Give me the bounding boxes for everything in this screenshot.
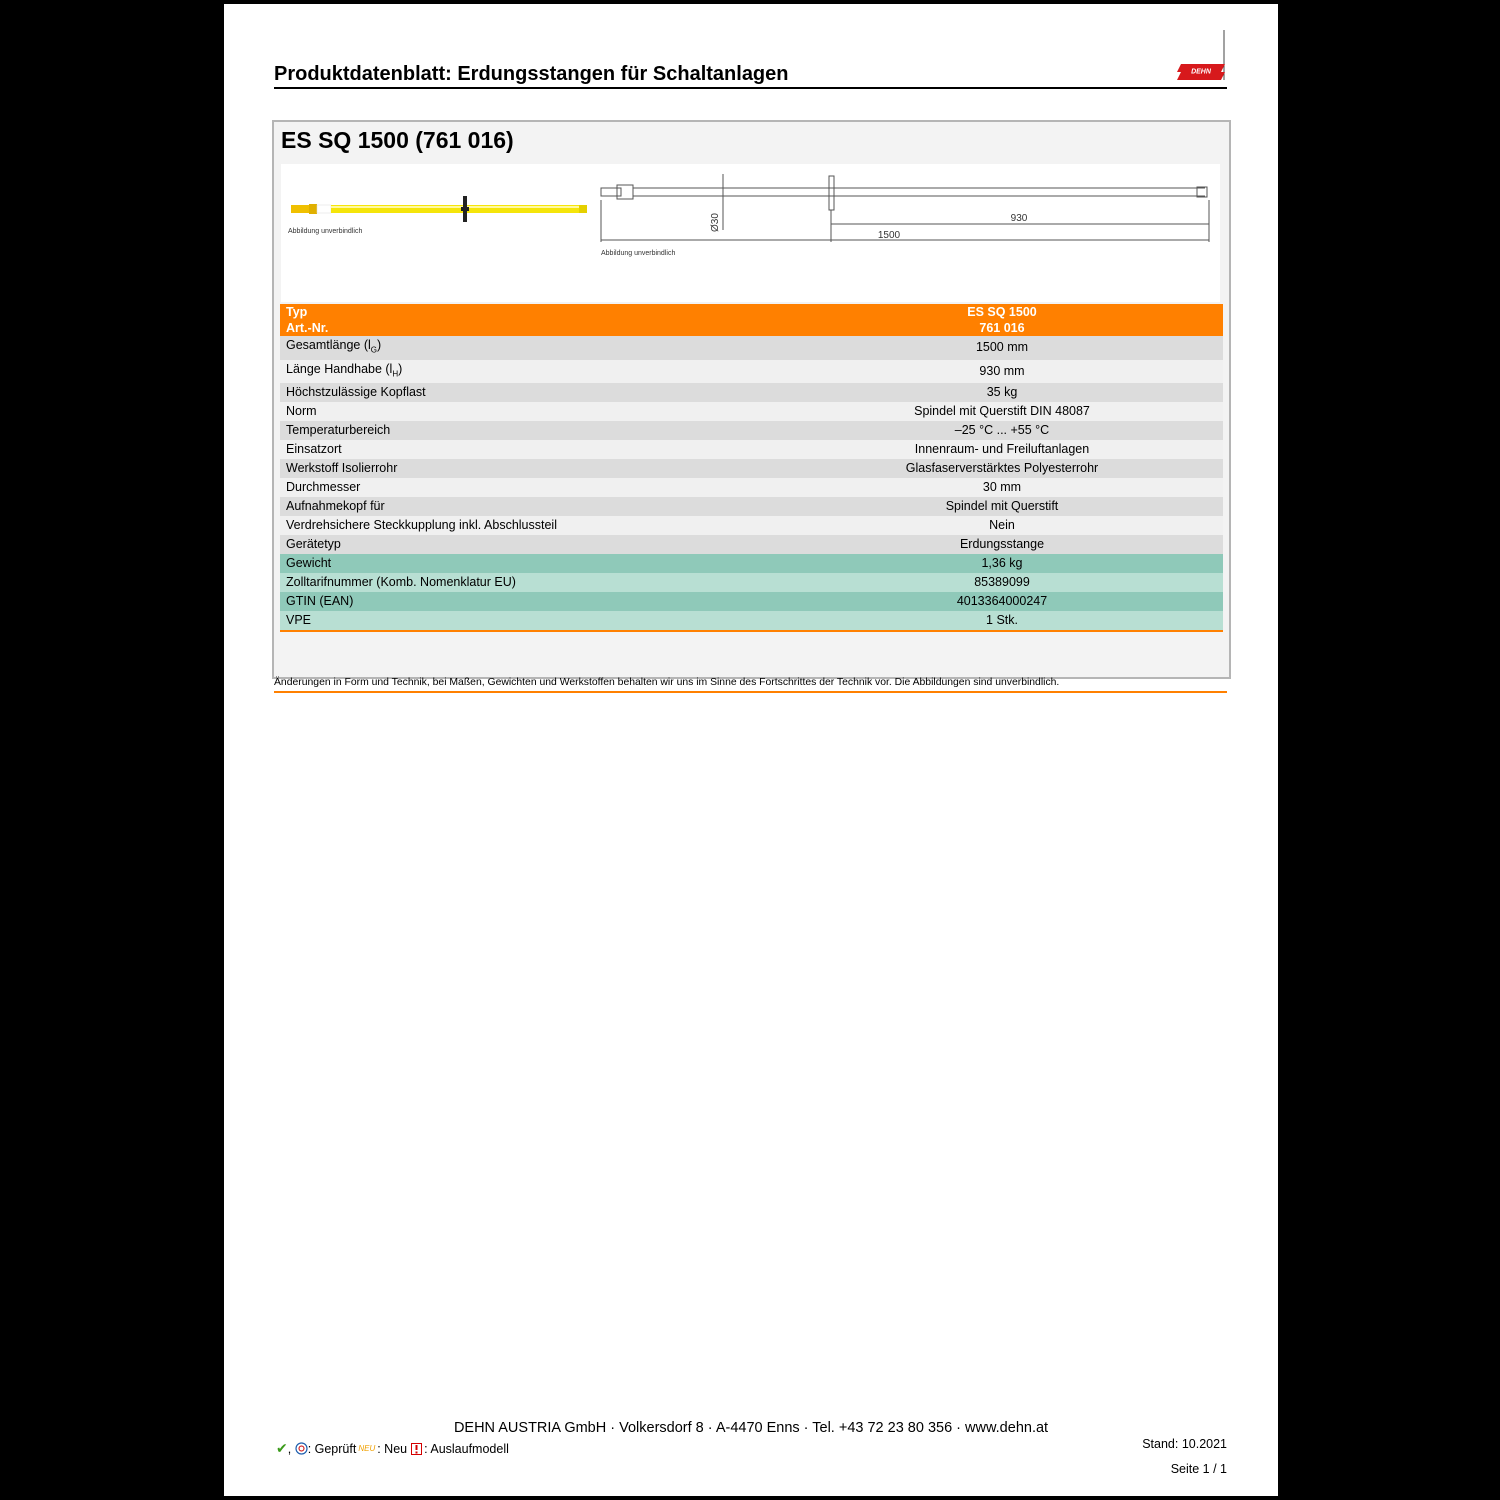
page-number: Seite 1 / 1 [1170, 1462, 1227, 1476]
row-value: Erdungsstange [781, 535, 1223, 554]
total-length-label: 1500 [877, 230, 901, 241]
header-label: Art.-Nr. [280, 320, 781, 336]
datasheet-page [224, 4, 1278, 1496]
diameter-label: Ø30 [710, 213, 721, 232]
header-value: ES SQ 1500 [781, 304, 1223, 320]
product-title: ES SQ 1500 (761 016) [281, 127, 514, 153]
row-label: Werkstoff Isolierrohr [280, 459, 781, 478]
table-row [280, 497, 1223, 516]
row-label: Einsatzort [280, 440, 781, 459]
document-title: Produktdatenblatt: Erdungsstangen für Schaltanlagen [274, 62, 1227, 89]
legend-discontinued-label: : Auslaufmodell [424, 1441, 509, 1456]
row-value: Glasfaserverstärktes Polyesterrohr [781, 459, 1223, 478]
row-value: 1500 mm [781, 336, 1223, 360]
row-value: 1,36 kg [781, 554, 1223, 573]
spec-table [280, 304, 1223, 632]
row-value: Spindel mit Querstift [781, 497, 1223, 516]
legend-new-label: : Neu [377, 1441, 408, 1456]
header-value: 761 016 [781, 320, 1223, 336]
header-label: Typ [280, 304, 781, 320]
product-frame [272, 120, 1231, 679]
row-value: Nein [781, 516, 1223, 535]
row-label: Gewicht [280, 554, 781, 573]
table-row [280, 336, 1223, 360]
table-row [280, 421, 1223, 440]
table-header-row [280, 304, 1223, 320]
row-label: VPE [280, 611, 781, 631]
row-value: 1 Stk. [781, 611, 1223, 631]
table-row [280, 535, 1223, 554]
certified-seal-icon [295, 1442, 308, 1455]
row-value: Spindel mit Querstift DIN 48087 [781, 402, 1223, 421]
row-value: 35 kg [781, 383, 1223, 402]
logistics-row [280, 554, 1223, 573]
product-figures [281, 164, 1220, 302]
legend-checked-label: : Geprüft [307, 1441, 357, 1456]
row-value: 930 mm [781, 360, 1223, 384]
row-label: Durchmesser [280, 478, 781, 497]
logistics-row [280, 592, 1223, 611]
table-row [280, 383, 1223, 402]
row-value: –25 °C ... +55 °C [781, 421, 1223, 440]
logistics-row [280, 611, 1223, 631]
row-label: Gesamtlänge $(l_G)$ [280, 336, 781, 360]
row-label: Zolltarifnummer (Komb. Nomenklatur EU) [280, 573, 781, 592]
table-row [280, 459, 1223, 478]
handle-length-label: 930 [1010, 213, 1028, 224]
footer-address: DEHN AUSTRIA GmbH · Volkersdorf 8 · A-4470 Enns · Tel. +43 72 23 80 356 · www.dehn.at [453, 1420, 1049, 1436]
technical-drawing [597, 170, 1217, 254]
table-row [280, 516, 1223, 535]
status-legend: ✔ , : Geprüft NEU : Neu : Auslaufmodell [276, 1440, 509, 1456]
photo-caption: Abbildung unverbindlich [288, 228, 363, 235]
new-badge-icon: NEU [358, 1444, 376, 1453]
table-row [280, 440, 1223, 459]
row-value: 4013364000247 [781, 592, 1223, 611]
row-label: Norm [280, 402, 781, 421]
checkmark-icon: ✔ [276, 1440, 288, 1456]
drawing-caption: Abbildung unverbindlich [601, 250, 676, 257]
logo-text: DEHN [1191, 68, 1211, 76]
row-value: Innenraum- und Freiluftanlagen [781, 440, 1223, 459]
row-label: Länge Handhabe $(l_H)$ [280, 360, 781, 384]
disclaimer-text: Änderungen in Form und Technik, bei Maßen, Gewichten und Werkstoffen behalten wir uns im Sinne des Fortschrittes der Technik vor. Die Abbildungen sind unverbindlich. [274, 676, 1227, 693]
table-header-row [280, 320, 1223, 336]
row-label: Gerätetyp [280, 535, 781, 554]
dehn-logo [1177, 30, 1227, 80]
table-row [280, 402, 1223, 421]
discontinued-icon [411, 1443, 422, 1455]
row-value: 30 mm [781, 478, 1223, 497]
row-label: Temperaturbereich [280, 421, 781, 440]
row-label: Verdrehsichere Steckkupplung inkl. Abschlussteil [280, 516, 781, 535]
row-label: GTIN (EAN) [280, 592, 781, 611]
table-row [280, 360, 1223, 384]
row-label: Höchstzulässige Kopflast [280, 383, 781, 402]
product-photo [291, 194, 591, 224]
row-label: Aufnahmekopf für [280, 497, 781, 516]
row-value: 85389099 [781, 573, 1223, 592]
logistics-row [280, 573, 1223, 592]
table-row [280, 478, 1223, 497]
revision-date: Stand: 10.2021 [1142, 1437, 1227, 1451]
